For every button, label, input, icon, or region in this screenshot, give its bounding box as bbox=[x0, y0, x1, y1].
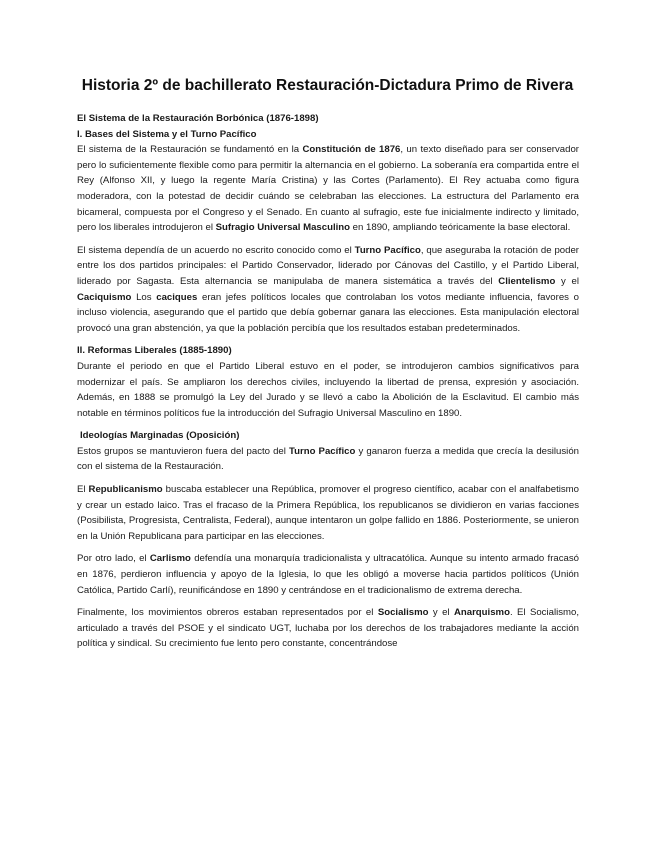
document-body bbox=[77, 111, 579, 652]
bold-term: Constitución de 1876 bbox=[302, 144, 401, 156]
bold-term: Sufragio Universal Masculino bbox=[215, 222, 351, 234]
paragraph-turno-pacifico bbox=[77, 243, 579, 337]
paragraph-republicanismo bbox=[77, 482, 579, 544]
document-title: Historia 2º de bachillerato Restauración-Dictadura Primo de Rivera bbox=[81, 77, 574, 94]
bold-term: Anarquismo bbox=[453, 607, 510, 619]
text-run: Finalmente, los movimientos obreros estaban representados por el bbox=[77, 607, 378, 619]
paragraph-constitucion bbox=[77, 142, 579, 236]
text-run: en 1890, ampliando teóricamente la base electoral. bbox=[350, 222, 571, 234]
text-run: Por otro lado, el bbox=[77, 553, 150, 565]
bold-term: Turno Pacífico bbox=[354, 244, 421, 256]
text-run: buscaba establecer una República, promover el progreso científico, acabar con el analfabetismo y crear un estado laico. Tras el fracaso de la Primera República, los republicanos se dividieron en varias facciones (Posibilista, Progresista, Centralista, Federal), aunque intentaron un golpe fallido en 1886. Posteriormente, se unieron en la Unión Republicana para participar en las elecciones. bbox=[77, 484, 579, 542]
bold-term: caciques bbox=[156, 291, 198, 303]
paragraph-oposicion bbox=[77, 444, 579, 475]
bold-term: Clientelismo bbox=[498, 275, 556, 287]
text-run: El sistema dependía de un acuerdo no escrito conocido como el bbox=[77, 244, 355, 256]
text-run: Los bbox=[131, 291, 157, 303]
text-run: El sistema de la Restauración se fundamentó en la bbox=[77, 144, 303, 156]
text-run: . El Socialismo, articulado a través del PSOE y el sindicato UGT, luchaba por los derechos de los trabajadores mediante la acción política y sindical. Su crecimiento fue lento pero constante, concentrándose bbox=[77, 607, 579, 650]
text-run: eran jefes políticos locales que controlaban los votos mediante influencia, favores o incluso violencia, asegurando que el partido que debía gobernar ganara las elecciones. Esta manipulación electoral provocó una gran abstención, ya que la población percibía que los resultados estaban predeterminados. bbox=[77, 291, 579, 334]
text-run: Estos grupos se mantuvieron fuera del pacto del bbox=[77, 445, 289, 457]
text-run: , un texto diseñado para ser conservador pero lo suficientemente flexible como para permitir la alternancia en el gobierno. La soberanía era compartida entre el Rey (Alfonso XII, y luego la regente María Cristina) y las Cortes (Parlamento). El Rey actuaba como figura moderadora, con la potestad de decidir cuándo se celebraban las elecciones. La estructura del Parlamento era bicameral, compuesta por el Congreso y el Senado. En cuanto al sufragio, este fue inicialmente indirecto y limitado, pero los liberales introdujeron el bbox=[77, 144, 579, 234]
subsection-heading-bases: I. Bases del Sistema y el Turno Pacífico bbox=[77, 128, 257, 140]
bold-term: Socialismo bbox=[377, 607, 429, 619]
subsection-heading-reformas: II. Reformas Liberales (1885-1890) bbox=[77, 345, 232, 357]
section-heading-restauracion: El Sistema de la Restauración Borbónica (1876-1898) bbox=[77, 113, 319, 124]
bold-term: Carlismo bbox=[149, 553, 191, 565]
text-run: y ganaron fuerza a medida que crecía la desilusión con el sistema de la Restauración. bbox=[77, 445, 579, 473]
bold-term: Turno Pacífico bbox=[289, 445, 356, 457]
text-run: , que aseguraba la rotación de poder entre los dos partidos principales: el Partido Conservador, liderado por Cánovas del Castillo, y el Partido Liberal, liderado por Sagasta. Esta alternancia se manipulaba de manera sistemática a través del bbox=[77, 244, 579, 287]
bold-term: Caciquismo bbox=[77, 291, 132, 303]
paragraph-reformas: Durante el periodo en que el Partido Liberal estuvo en el poder, se introdujeron cambios significativos para modernizar el país. Se ampliaron los derechos civiles, incluyendo la libertad de prensa, expresión y asociación. Además, en 1888 se promulgó la Ley del Jurado y se llevó a cabo la Abolición de la Esclavitud. El cambio más notable en términos políticos fue la introducción del Sufragio Universal Masculino en 1890. bbox=[77, 360, 579, 419]
text-run: defendía una monarquía tradicionalista y ultracatólica. Aunque su intento armado fracasó en 1876, perdieron influencia y apoyo de la Iglesia, lo que les obligó a moverse hacia partidos políticos (Unión Católica, Partido Carlí), reunificándose en 1890 y centrándose en el tradicionalismo de extrema derecha. bbox=[77, 553, 579, 596]
paragraph-movimientos-obreros bbox=[77, 605, 579, 652]
subsection-heading-ideologias: Ideologías Marginadas (Oposición) bbox=[80, 430, 240, 442]
bold-term: Republicanismo bbox=[88, 484, 163, 496]
text-run: El bbox=[77, 484, 89, 496]
paragraph-carlismo bbox=[77, 551, 579, 598]
text-run: y el bbox=[428, 607, 454, 619]
text-run: y el bbox=[555, 275, 579, 287]
